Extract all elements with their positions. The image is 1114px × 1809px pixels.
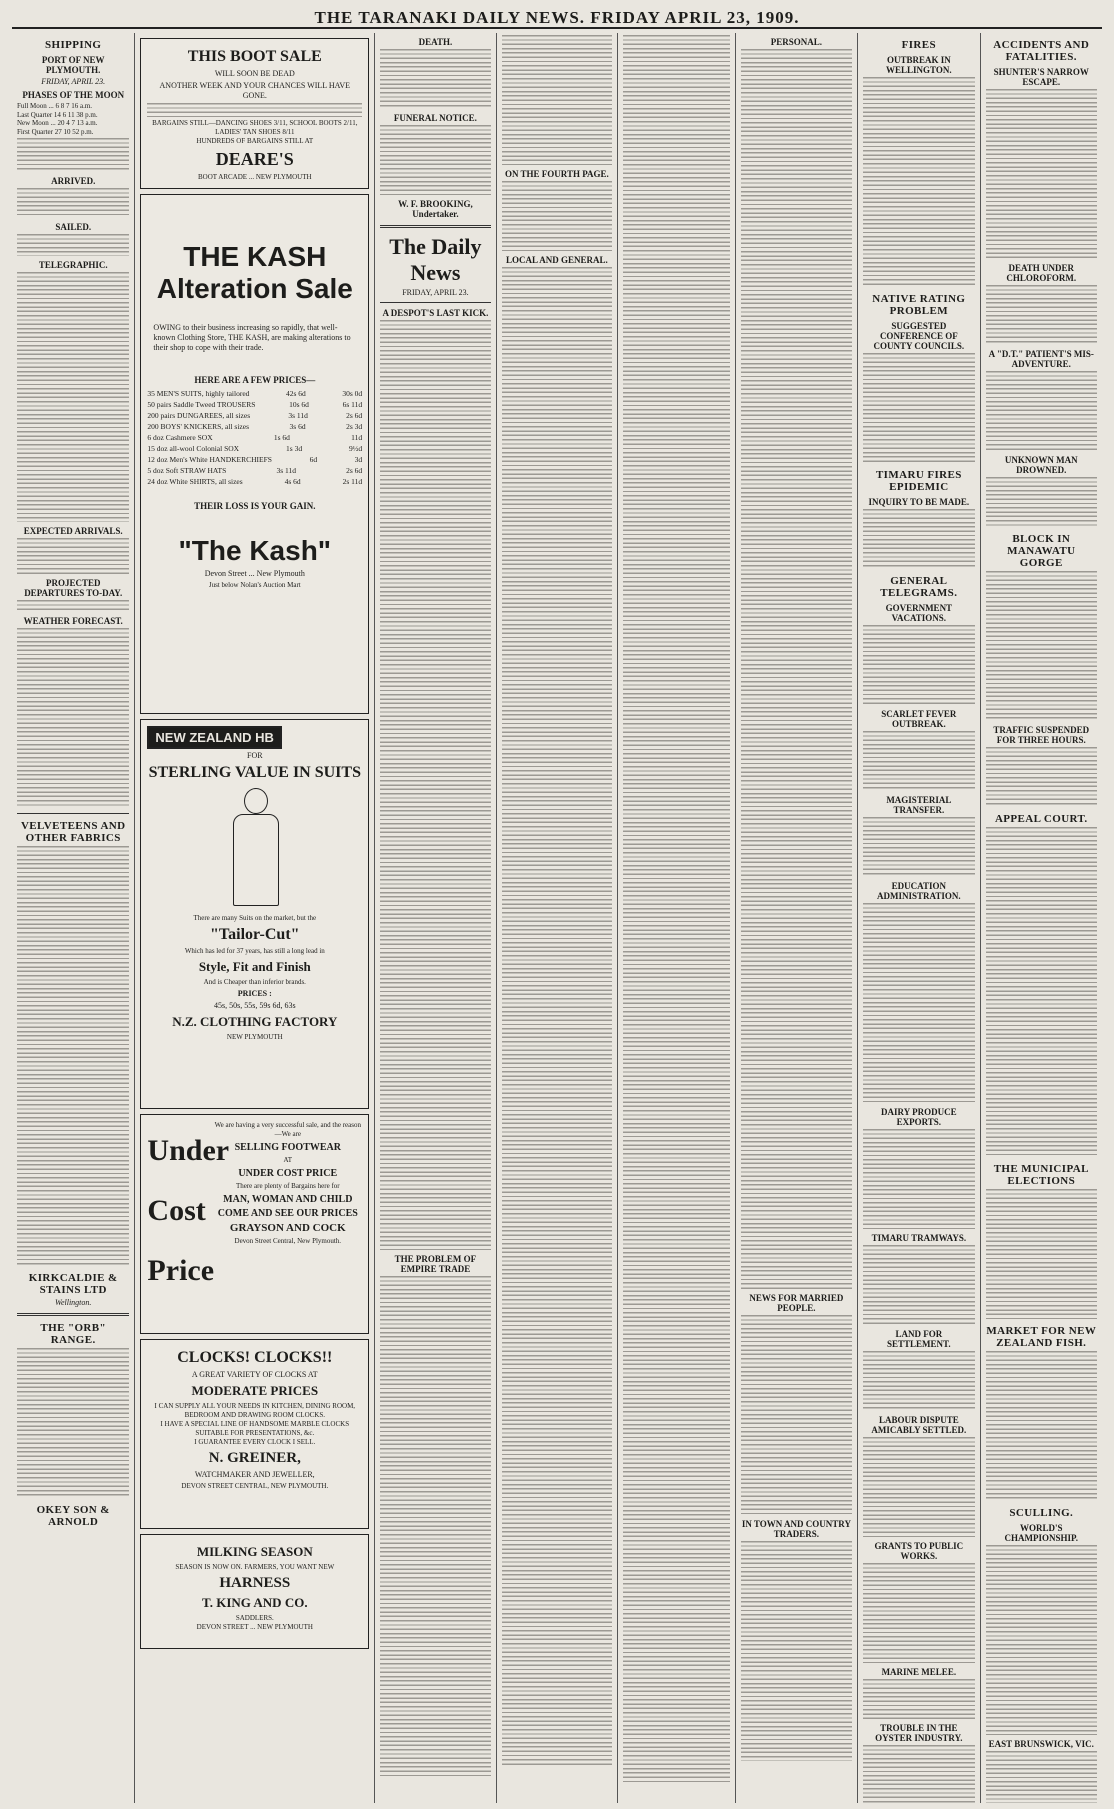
shipping-date: FRIDAY, APRIL 23. xyxy=(41,77,106,86)
nz-small: There are many Suits on the market, but the xyxy=(193,914,317,922)
fourth-page-heading: ON THE FOURTH PAGE. xyxy=(504,169,609,179)
personal-text xyxy=(741,49,852,1289)
gorge-heading: BLOCK IN MANAWATU GORGE xyxy=(1007,533,1076,569)
hb-logo: NEW ZEALAND HB xyxy=(147,726,281,749)
columns xyxy=(12,33,1102,1803)
arrived-text xyxy=(17,188,129,218)
under-cost-firm: GRAYSON AND COCK xyxy=(229,1222,346,1234)
kash-price-row xyxy=(147,454,362,465)
kash-item: 5 doz Soft STRAW HATS xyxy=(147,466,227,475)
weather-heading: WEATHER FORECAST. xyxy=(23,616,123,627)
clocks-name: N. GREINER, xyxy=(208,1450,301,1466)
nz-cheaper: And is Cheaper than inferior brands. xyxy=(203,978,306,986)
drowned-heading: UNKNOWN MAN DROWNED. xyxy=(1004,455,1078,475)
world-heading: WORLD'S CHAMPIONSHIP. xyxy=(1004,1523,1078,1543)
kash-item: 50 pairs Saddle Tweed TROUSERS xyxy=(147,400,256,409)
fourth-page-text xyxy=(502,181,612,251)
sculling-text xyxy=(986,1545,1097,1735)
gov-text xyxy=(863,625,974,705)
boot-sale-line1: ANOTHER WEEK AND YOUR CHANCES WILL HAVE GONE. xyxy=(159,81,351,100)
expected-heading: EXPECTED ARRIVALS. xyxy=(23,526,123,537)
telegraphic-heading: TELEGRAPHIC. xyxy=(38,260,108,271)
undertaker: W. F. BROOKING, Undertaker. xyxy=(398,199,473,219)
kash-was-price: 3s 11d xyxy=(288,411,308,420)
kash-was-price: 1s 6d xyxy=(273,433,290,442)
shipping-heading: SHIPPING xyxy=(45,39,102,51)
nz-clothing-ad xyxy=(140,719,369,1109)
east-brunswick-text xyxy=(986,1751,1097,1803)
general-heading: GENERAL TELEGRAMS. xyxy=(880,575,958,599)
milking-ad xyxy=(140,1534,369,1649)
accidents-heading: ACCIDENTS AND FATALITIES. xyxy=(993,39,1090,63)
kash-price-row xyxy=(147,421,362,432)
land-text xyxy=(863,1351,974,1411)
kash-item: 35 MEN'S SUITS, highly tailored xyxy=(147,389,250,398)
boot-sale-name: DEARE'S xyxy=(215,149,294,169)
dairy-text xyxy=(863,1129,974,1229)
chloroform-heading: DEATH UNDER CHLOROFORM. xyxy=(1006,263,1077,283)
kash-item: 200 pairs DUNGAREES, all sizes xyxy=(147,411,251,420)
local-general-heading: LOCAL AND GENERAL. xyxy=(505,255,608,265)
masthead: THE TARANAKI DAILY NEWS. FRIDAY APRIL 23, 1909. xyxy=(12,6,1102,29)
projected-text xyxy=(17,600,129,612)
clocks-addr: DEVON STREET CENTRAL, NEW PLYMOUTH. xyxy=(181,1482,329,1490)
kash-was-price: 1s 3d xyxy=(286,444,303,453)
empire-text xyxy=(380,1276,490,1776)
column-editorial xyxy=(375,33,496,1803)
kash-item: 6 doz Cashmere SOX xyxy=(147,433,213,442)
boot-sale-line2: BARGAINS STILL—DANCING SHOES 3/11, SCHOOL BOOTS 2/11, LADIES' TAN SHOES 8/11 xyxy=(152,119,358,136)
under-cost-there: There are plenty of Bargains here for xyxy=(235,1182,340,1190)
kash-now-price: 30s 0d xyxy=(342,389,363,398)
drowned-text xyxy=(986,477,1097,527)
kash-subtitle: Alteration Sale xyxy=(156,273,353,304)
kash-price-row xyxy=(147,443,362,454)
education-heading: EDUCATION ADMINISTRATION. xyxy=(877,881,961,901)
gorge-text xyxy=(986,571,1097,721)
timaru-sub: INQUIRY TO BE MADE. xyxy=(868,497,970,507)
milking-addr: DEVON STREET ... NEW PLYMOUTH xyxy=(196,1623,313,1631)
clocks-variety: A GREAT VARIETY OF CLOCKS AT xyxy=(191,1370,318,1379)
kash-item: 15 doz all-wool Colonial SOX xyxy=(147,444,240,453)
kash-note: Just below Nolan's Auction Mart xyxy=(208,581,301,589)
native-sub: SUGGESTED CONFERENCE OF COUNTY COUNCILS. xyxy=(873,321,965,351)
married-text xyxy=(741,1315,852,1515)
fires-sub: OUTBREAK IN WELLINGTON. xyxy=(886,55,952,75)
okey-name: OKEY SON & ARNOLD xyxy=(36,1504,110,1529)
article-heading: A DESPOT'S LAST KICK. xyxy=(382,308,489,318)
personal-heading: PERSONAL. xyxy=(770,37,823,47)
kash-now-price: 2s 11d xyxy=(342,477,363,486)
death-heading: DEATH. xyxy=(418,37,453,47)
clocks-moderate: MODERATE PRICES xyxy=(191,1383,319,1398)
milking-title: MILKING SEASON xyxy=(196,1544,313,1559)
kash-was-price: 3s 11d xyxy=(276,466,296,475)
kirkcaldie-town: Wellington. xyxy=(55,1298,92,1308)
under-cost-under: UNDER COST PRICE xyxy=(238,1168,338,1179)
moon-row: Last Quarter 14 6 11 38 p.m. xyxy=(17,110,98,119)
kash-price-row xyxy=(147,476,362,487)
kash-address: Devon Street ... New Plymouth xyxy=(204,569,305,578)
fires-heading: FIRES xyxy=(901,39,937,51)
paper-date: FRIDAY, APRIL 23. xyxy=(402,288,469,297)
kash-name: "The Kash" xyxy=(178,535,332,566)
column-telegrams xyxy=(858,33,980,1803)
magisterial-text xyxy=(863,817,974,877)
kash-now-price: 2s 6d xyxy=(346,466,363,475)
nz-town: NEW PLYMOUTH xyxy=(226,1033,283,1041)
kash-price-row xyxy=(147,465,362,476)
telegraphic-text xyxy=(17,272,129,522)
kash-item: 12 doz Men's White HANDKERCHIEFS xyxy=(147,455,272,464)
column-news-2 xyxy=(618,33,736,1803)
clocks-marble: I HAVE A SPECIAL LINE OF HANDSOME MARBLE CLOCKS SUITABLE FOR PRESENTATIONS, &c. xyxy=(160,1420,350,1437)
clocks-title: CLOCKS! CLOCKS!! xyxy=(177,1349,333,1366)
clocks-guarantee: I GUARANTEE EVERY CLOCK I SELL. xyxy=(194,1438,316,1446)
nz-prices-label: PRICES : xyxy=(237,989,272,998)
funeral-text xyxy=(380,125,490,195)
under-cost-at: AT xyxy=(283,1156,293,1164)
column-personal xyxy=(736,33,858,1803)
under-cost-selling: SELLING FOOTWEAR xyxy=(234,1142,341,1153)
velvets-text xyxy=(17,846,129,1266)
kash-item: 24 doz White SHIRTS, all sizes xyxy=(147,477,243,486)
scarlet-text xyxy=(863,731,974,791)
shunter-heading: SHUNTER'S NARROW ESCAPE. xyxy=(993,67,1089,87)
municipal-heading: THE MUNICIPAL ELECTIONS xyxy=(993,1163,1089,1187)
kash-now-price: 11d xyxy=(351,433,363,442)
shunter-text xyxy=(986,89,1097,259)
weather-text xyxy=(17,628,129,808)
marine-heading: MARINE MELEE. xyxy=(881,1667,957,1677)
traffic-text xyxy=(986,747,1097,807)
timaru-text xyxy=(863,509,974,569)
kash-title: THE KASH xyxy=(183,241,327,272)
kash-prices-head: HERE ARE A FEW PRICES— xyxy=(194,375,316,385)
grants-heading: GRANTS TO PUBLIC WORKS. xyxy=(874,1541,964,1561)
kash-price-row xyxy=(147,432,362,443)
velvets-heading: VELVETEENS AND OTHER FABRICS xyxy=(20,820,126,845)
education-text xyxy=(863,903,974,1103)
magisterial-heading: MAGISTERIAL TRANSFER. xyxy=(886,795,952,815)
trouble-heading: TROUBLE IN THE OYSTER INDUSTRY. xyxy=(875,1723,963,1743)
kash-now-price: 2s 6d xyxy=(346,411,363,420)
nz-for: FOR xyxy=(247,751,263,760)
boot-sale-text xyxy=(147,103,362,117)
fish-heading: MARKET FOR NEW ZEALAND FISH. xyxy=(986,1325,1097,1349)
kirkcaldie-name: KIRKCALDIE & STAINS LTD xyxy=(28,1272,118,1297)
tramway-text xyxy=(863,1245,974,1325)
kash-item: 200 BOYS' KNICKERS, all sizes xyxy=(147,422,249,431)
patient-text xyxy=(986,371,1097,451)
under-cost-come: COME AND SEE OUR PRICES xyxy=(217,1208,358,1219)
suited-man-illustration xyxy=(225,788,285,908)
traders-heading: IN TOWN AND COUNTRY TRADERS. xyxy=(741,1519,851,1539)
kash-now-price: 2s 3d xyxy=(346,422,363,431)
sailed-text xyxy=(17,234,129,256)
orb-text xyxy=(17,1348,129,1498)
local-general-text xyxy=(502,267,612,1767)
sculling-heading: SCULLING. xyxy=(1009,1507,1074,1519)
native-heading: NATIVE RATING PROBLEM xyxy=(872,293,966,317)
marine-text xyxy=(863,1679,974,1719)
traders-text xyxy=(741,1541,852,1761)
fish-text xyxy=(986,1351,1097,1501)
kash-now-price: 9½d xyxy=(349,444,363,453)
moon-row: First Quarter 27 10 52 p.m. xyxy=(17,127,94,136)
boot-sale-line3: HUNDREDS OF BARGAINS STILL AT xyxy=(196,137,314,145)
nz-brand: "Tailor-Cut" xyxy=(210,926,300,943)
appeal-text xyxy=(986,827,1097,1157)
sailed-heading: SAILED. xyxy=(55,222,92,233)
under-cost-ad xyxy=(140,1114,369,1334)
orb-heading: THE "ORB" RANGE. xyxy=(40,1322,107,1347)
municipal-text xyxy=(986,1189,1097,1319)
nz-style: Style, Fit and Finish xyxy=(198,959,311,974)
article-text xyxy=(380,320,490,1250)
nz-headline: STERLING VALUE IN SUITS xyxy=(148,764,361,781)
kash-now-price: 6s 11d xyxy=(342,400,363,409)
moon-heading: PHASES OF THE MOON xyxy=(22,90,125,100)
kash-ad xyxy=(140,194,369,714)
milking-line: SEASON IS NOW ON. FARMERS, YOU WANT NEW xyxy=(175,1563,335,1571)
column-news-1 xyxy=(497,33,618,1803)
funeral-heading: FUNERAL NOTICE. xyxy=(393,113,477,123)
column-shipping xyxy=(12,33,135,1803)
news-text-2 xyxy=(623,35,730,1785)
kash-was-price: 6d xyxy=(309,455,318,464)
timaru-heading: TIMARU FIRES EPIDEMIC xyxy=(875,469,962,493)
fires-text xyxy=(863,77,974,287)
kash-price-row xyxy=(147,388,362,399)
expected-text xyxy=(17,538,129,574)
appeal-heading: APPEAL COURT. xyxy=(994,813,1088,825)
tide-text xyxy=(17,138,129,172)
milking-firm: T. KING AND CO. xyxy=(202,1595,308,1610)
boot-sale-sub: WILL SOON BE DEAD xyxy=(214,69,295,78)
dairy-heading: DAIRY PRODUCE EXPORTS. xyxy=(881,1107,957,1127)
married-heading: NEWS FOR MARRIED PEOPLE. xyxy=(749,1293,844,1313)
boot-sale-foot: BOOT ARCADE ... NEW PLYMOUTH xyxy=(198,173,312,181)
under-cost-intro: We are having a very successful sale, and the reason—We are xyxy=(214,1121,361,1138)
nz-prices: 45s, 50s, 55s, 59s 6d, 63s xyxy=(214,1001,296,1010)
projected-heading: PROJECTED DEPARTURES TO-DAY. xyxy=(24,578,123,599)
milking-harness: HARNESS xyxy=(219,1575,291,1591)
nz-which: Which has led for 37 years, has still a long lead in xyxy=(184,947,325,955)
kash-intro: OWING to their business increasing so rapidly, that well-known Clothing Store, THE KASH, are making alterations to their shop to cope with their trade. xyxy=(153,323,351,352)
port-heading: PORT OF NEW PLYMOUTH. xyxy=(41,55,105,75)
grants-text xyxy=(863,1563,974,1663)
nz-factory: N.Z. CLOTHING FACTORY xyxy=(172,1014,338,1029)
tramway-heading: TIMARU TRAMWAYS. xyxy=(871,1233,967,1243)
paper-title: The Daily News xyxy=(389,234,482,285)
kash-was-price: 42s 6d xyxy=(285,389,306,398)
kash-price-list xyxy=(147,388,362,487)
moon-row: New Moon ... 20 4 7 13 a.m. xyxy=(17,119,98,128)
boot-sale-ad xyxy=(140,38,369,189)
arrived-heading: ARRIVED. xyxy=(51,176,96,187)
boot-sale-title: THIS BOOT SALE xyxy=(187,48,322,65)
patient-heading: A "D.T." PATIENT'S MIS-ADVENTURE. xyxy=(988,349,1094,369)
milking-trade: SADDLERS. xyxy=(235,1614,274,1622)
empire-heading: THE PROBLEM OF EMPIRE TRADE xyxy=(394,1254,477,1274)
trouble-text xyxy=(863,1745,974,1803)
moon-row: Full Moon ... 6 8 7 16 a.m. xyxy=(17,102,93,110)
traffic-heading: TRAFFIC SUSPENDED FOR THREE HOURS. xyxy=(993,725,1090,745)
kash-slogan: THEIR LOSS IS YOUR GAIN. xyxy=(194,501,316,511)
clocks-ad xyxy=(140,1339,369,1529)
clocks-trade: WATCHMAKER AND JEWELLER, xyxy=(194,1470,315,1479)
scarlet-heading: SCARLET FEVER OUTBREAK. xyxy=(881,709,957,729)
kash-was-price: 4s 6d xyxy=(284,477,301,486)
east-brunswick-heading: EAST BRUNSWICK, VIC. xyxy=(988,1739,1094,1749)
news-text xyxy=(502,35,612,165)
native-text xyxy=(863,353,974,463)
land-heading: LAND FOR SETTLEMENT. xyxy=(887,1329,951,1349)
clocks-supply: I CAN SUPPLY ALL YOUR NEEDS IN KITCHEN, DINING ROOM, BEDROOM AND DRAWING ROOM CLOCKS. xyxy=(154,1402,356,1419)
kash-price-row xyxy=(147,410,362,421)
kash-price-row xyxy=(147,399,362,410)
under-cost-side: Under Cost Price xyxy=(147,1134,229,1287)
kash-was-price: 10s 6d xyxy=(289,400,309,409)
under-cost-who: MAN, WOMAN AND CHILD xyxy=(223,1194,353,1205)
kash-now-price: 3d xyxy=(354,455,363,464)
labour-heading: LABOUR DISPUTE AMICABLY SETTLED. xyxy=(871,1415,967,1435)
chloroform-text xyxy=(986,285,1097,345)
column-accidents xyxy=(981,33,1102,1803)
death-text xyxy=(380,49,490,109)
gov-heading: GOVERNMENT VACATIONS. xyxy=(885,603,953,623)
labour-text xyxy=(863,1437,974,1537)
kash-was-price: 3s 6d xyxy=(289,422,306,431)
under-cost-addr: Devon Street Central, New Plymouth. xyxy=(234,1237,342,1245)
column-ads xyxy=(135,33,375,1803)
